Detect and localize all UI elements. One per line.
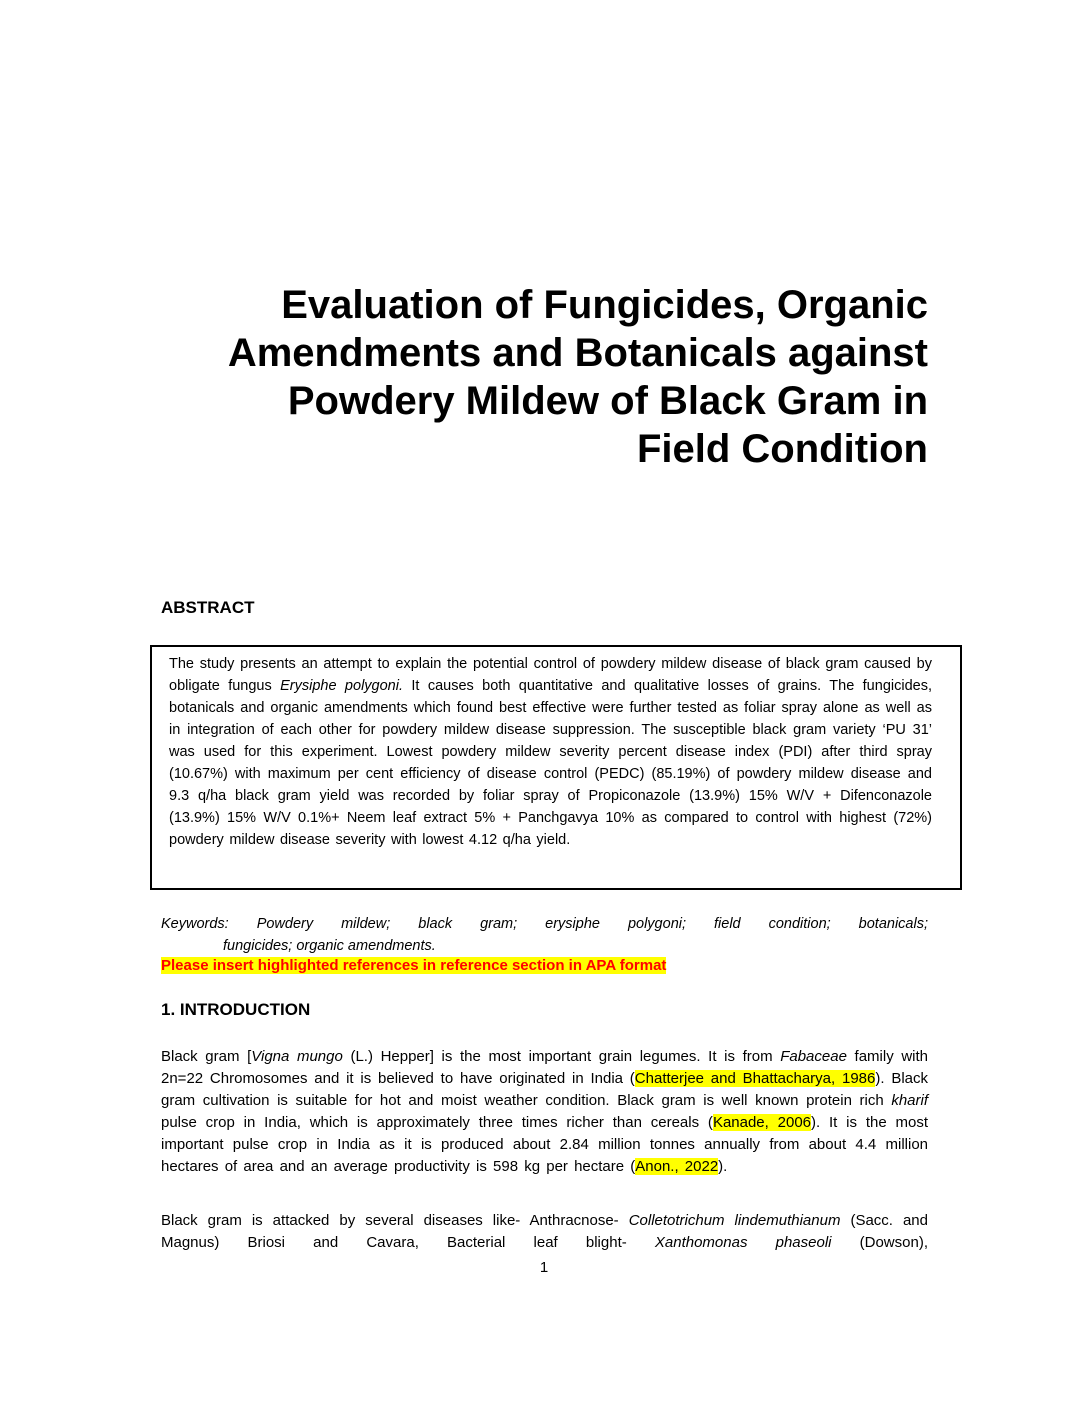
- keywords-line-1: Keywords: Powdery mildew; black gram; erysiphe polygoni; field condition; botanicals;: [161, 916, 928, 932]
- abstract-heading: ABSTRACT: [161, 598, 255, 617]
- editor-notice-text: Please insert highlighted references in reference section in APA format: [161, 957, 667, 974]
- paper-title: [161, 281, 928, 473]
- introduction-paragraph-1: Black gram [Vigna mungo (L.) Hepper] is the most important grain legumes. It is from Fabaceae family with 2n=22 Chromosomes and it is believed to have originated in India (Chatterjee and Bhattacharya, 1986). Black gram cultivation is suitable for hot and moist weather condition. Black gram is well known protein rich kharif pulse crop in India, which is approximately three times richer than cereals (Kanade, 2006). It is the most important pulse crop in India as it is produced about 2.84 million tonnes annually from about 4.4 million hectares of area and an average productivity is 598 kg per hectare (Anon., 2022).: [161, 1048, 928, 1175]
- paper-title-line: Evaluation of Fungicides, Organic: [281, 283, 928, 327]
- keywords-block: [161, 913, 928, 957]
- page-number: 1: [539, 1259, 549, 1276]
- paper-title-line: Powdery Mildew of Black Gram in: [287, 379, 928, 423]
- introduction-paragraph-2: Black gram is attacked by several diseases like- Anthracnose- Colletotrichum lindemuthianum (Sacc. and Magnus) Briosi and Cavara, Bacterial leaf blight- Xanthomonas phaseoli (Dowson),: [161, 1212, 928, 1251]
- paper-title-line: Amendments and Botanicals against: [227, 331, 928, 375]
- keywords-line-2: fungicides; organic amendments.: [223, 938, 436, 954]
- abstract-text: The study presents an attempt to explain the potential control of powdery mildew disease of black gram caused by obligate fungus Erysiphe polygoni. It causes both quantitative and qualitative losses of grains. The fungicides, botanicals and organic amendments which found best effective were further tested as foliar spray alone as well as in integration of each other for powdery mildew disease suppression. The susceptible black gram variety ‘PU 31’ was used for this experiment. Lowest powdery mildew severity percent disease index (PDI) after third spray (10.67%) with maximum per cent efficiency of disease control (PEDC) (85.19%) of powdery mildew disease and 9.3 q/ha black gram yield was recorded by foliar spray of Propiconazole (13.9%) 15% W/V + Difenconazole (13.9%) 15% W/V 0.1%+ Neem leaf extract 5% + Panchgavya 10% as compared to control with highest (72%) powdery mildew disease severity with lowest 4.12 q/ha yield.: [169, 656, 932, 848]
- editor-notice: [161, 955, 928, 977]
- abstract-box: [150, 645, 962, 890]
- introduction-heading: 1. INTRODUCTION: [161, 1000, 311, 1019]
- paper-title-line: Field Condition: [636, 427, 928, 471]
